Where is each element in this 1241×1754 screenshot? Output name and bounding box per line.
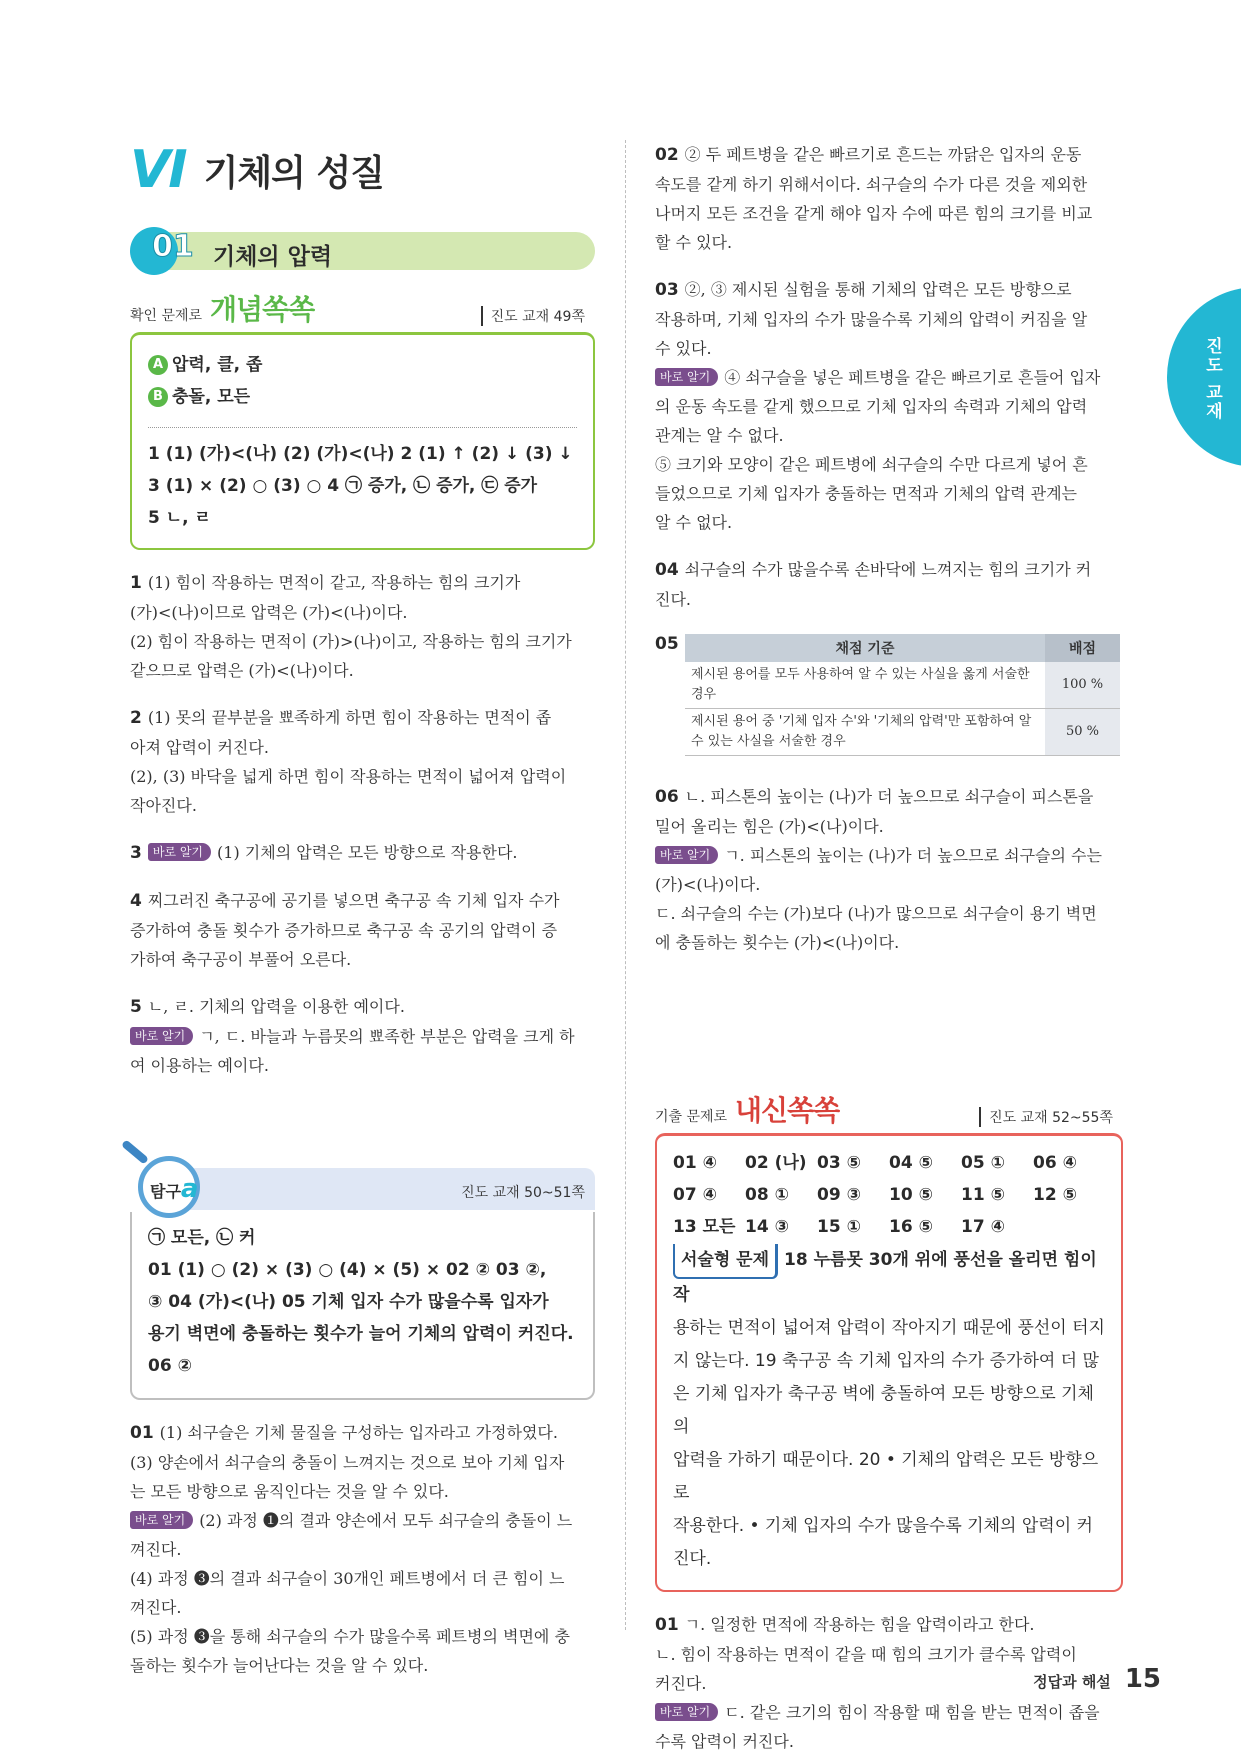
explore-explanation-01: 01 (1) 쇠구슬은 기체 물질을 구성하는 입자라고 가정하였다. (3) 양손에서 쇠구슬의 충돌이 느껴지는 것으로 보아 기체 입자 는 모든 방향으로 움직인다는 것을 알 수 있다. 바로 알기 (2) 과정 ❶의 결과 양손에서 모두 쇠구슬의 충돌이 느 껴진다. (4) 과정 ❸의 결과 쇠구슬이 30개인 페트병에서 더 큰 힘이 느 껴진다. (5) 과정 ❸을 통해 쇠구슬의 수가 많을수록 페트병의 벽면에 충 돌하는 횟수가 늘어난다는 것을 알 수 있다. [130, 1423, 573, 1675]
answer-item: 17 ④ [961, 1217, 1005, 1237]
left-column [130, 140, 595, 1680]
exam-ref: 진도 교재 52~55쪽 [979, 1107, 1113, 1127]
answer-item: 01 ④ [673, 1153, 717, 1173]
page-footer [1033, 1664, 1161, 1694]
answer-item: 15 ① [817, 1217, 861, 1237]
concept-answer-box [130, 332, 595, 550]
explanation-02: 02 ② 두 페트병을 같은 빠르기로 흔드는 까닭은 입자의 운동 속도를 같게 하기 위해서이다. 쇠구슬의 수가 다른 것을 제외한 나머지 모든 조건을 같게 해야 입자 수에 따른 힘의 크기를 비교 할 수 있다. [655, 145, 1093, 252]
correct-tag: 바로 알기 [655, 1703, 718, 1721]
answer-item: 04 ⑤ [889, 1153, 933, 1173]
concept-answers-line: 5 ㄴ, ㄹ [148, 508, 211, 528]
exam-answer-box [655, 1133, 1123, 1592]
table-header: 배점 [1045, 634, 1120, 662]
explanation-5: 5 ㄴ, ㄹ. 기체의 압력을 이용한 예이다. 바로 알기 ㄱ, ㄷ. 바늘과 누름못의 뾰족한 부분은 압력을 크게 하 여 이용하는 예이다. [130, 997, 575, 1075]
concept-answers-line: 1 (1) (가)<(나) (2) (가)<(나) 2 (1) ↑ (2) ↓ (3) ↓ [148, 444, 573, 464]
concept-b: B 충돌, 모든 [148, 381, 577, 413]
table-header: 채점 기준 [685, 634, 1045, 662]
chapter-number: VI [130, 140, 186, 200]
explanation-3: 3 바로 알기 (1) 기체의 압력은 모든 방향으로 작용한다. [130, 843, 518, 863]
table-row: 제시된 용어 중 '기체 입자 수'와 '기체의 압력'만 포함하여 알 수 있는 사실을 서술한 경우 50 % [685, 709, 1120, 756]
answer-item: 05 ① [961, 1153, 1005, 1173]
scoring-table [685, 634, 1120, 756]
side-tab [1167, 287, 1241, 467]
answer-item: 11 ⑤ [961, 1185, 1005, 1205]
concept-ref: 진도 교재 49쪽 [481, 306, 585, 326]
side-tab-label: 진도 교재 [1202, 337, 1222, 421]
magnifier-handle-icon [121, 1139, 149, 1164]
essay-answers: 서술형 문제 18 누름못 30개 위에 풍선을 올리면 힘이 작 용하는 면적이 넓어져 압력이 작아지기 때문에 풍선이 터지 지 않는다. 19 축구공 속 기체 입자의 수가 증가하여 더 많 은 기체 입자가 축구공 벽에 충돌하여 모든 방향으로 기체의 압력을 가하기 때문이다. 20 • 기체의 압력은 모든 방향으로 작용한다. • 기체 입자의 수가 많을수록 기체의 압력이 커진다. [673, 1244, 1105, 1576]
answer-item: 16 ⑤ [889, 1217, 933, 1237]
answer-item: 14 ③ [745, 1217, 789, 1237]
explanation-1: 1 (1) 힘이 작용하는 면적이 같고, 작용하는 힘의 크기가 (가)<(나)이므로 압력은 (가)<(나)이다. (2) 힘이 작용하는 면적이 (가)>(나)이고, 작용하는 힘의 크기가 같으므로 압력은 (가)<(나)이다. [130, 573, 572, 680]
correct-tag: 바로 알기 [130, 1511, 193, 1529]
column-divider [625, 140, 626, 1630]
right-column [655, 140, 1123, 1754]
scoring-block-05: 05 채점 기준 배점 제시된 용어를 모두 사용하여 알 수 있는 사실을 옳게 서술한 경우 100 % 제시된 용어 중 '기체 입자 수'와 '기체의 압력'만 포함하여 알 수 있는 사실을 서술한 경우 50 % [655, 634, 1123, 756]
correct-tag: 바로 알기 [655, 368, 718, 386]
chapter-title: 기체의 성질 [203, 152, 385, 194]
chapter-heading [130, 140, 595, 200]
answer-item: 13 모든 [673, 1217, 736, 1237]
correct-tag: 바로 알기 [655, 846, 718, 864]
section-title: 기체의 압력 [213, 244, 333, 270]
explore-answer-box: ㉠ 모든, ㉡ 커 01 (1) ○ (2) × (3) ○ (4) × (5) × 02 ② 03 ②, ③ 04 (가)<(나) 05 기체 입자 수가 많을수록 입자가 용기 벽면에 충돌하는 횟수가 늘어 기체의 압력이 커진다. 06 ② [130, 1212, 595, 1400]
answer-item: 06 ④ [1033, 1153, 1077, 1173]
answer-item: 10 ⑤ [889, 1185, 933, 1205]
answer-grid [673, 1150, 1105, 1240]
concept-answers-line: 3 (1) × (2) ○ (3) ○ 4 ㉠ 증가, ㉡ 증가, ㉢ 증가 [148, 476, 538, 496]
answer-item: 09 ③ [817, 1185, 861, 1205]
explanation-06: 06 ㄴ. 피스톤의 높이는 (나)가 더 높으므로 쇠구슬이 피스톤을 밀어 올리는 힘은 (가)<(나)이다. 바로 알기 ㄱ. 피스톤의 높이는 (나)가 더 높으므로 쇠구슬의 수는 (가)<(나)이다. ㄷ. 쇠구슬의 수는 (가)보다 (나)가 많으므로 쇠구슬이 용기 벽면 에 충돌하는 횟수는 (가)<(나)이다. [655, 787, 1102, 952]
essay-tag: 서술형 문제 [673, 1244, 778, 1279]
exam-box-header [655, 1089, 1123, 1133]
concept-small-label: 확인 문제로 [130, 308, 203, 324]
concept-a: A 압력, 클, 좁 [148, 349, 577, 381]
answer-item: 07 ④ [673, 1185, 717, 1205]
correct-tag: 바로 알기 [130, 1027, 193, 1045]
page-number: 15 [1124, 1664, 1161, 1694]
exam-explanation-01: 01 ㄱ. 일정한 면적에 작용하는 힘을 압력이라고 한다. ㄴ. 힘이 작용하는 면적이 같을 때 힘의 크기가 클수록 압력이 커진다. 바로 알기 ㄷ. 같은 크기의 힘이 작용할 때 힘을 받는 면적이 좁을 수록 압력이 커진다. [655, 1615, 1100, 1751]
badge-b: B [148, 387, 168, 407]
concept-box-header [130, 288, 595, 332]
answer-item [1033, 1214, 1105, 1240]
answer-item: 03 ⑤ [817, 1153, 861, 1173]
badge-a: A [148, 355, 168, 375]
explanation-04: 04 쇠구슬의 수가 많을수록 손바닥에 느껴지는 힘의 크기가 커 진다. [655, 560, 1092, 609]
explanation-03: 03 ②, ③ 제시된 실험을 통해 기체의 압력은 모든 방향으로 작용하며, 기체 입자의 수가 많을수록 기체의 압력이 커짐을 알 수 있다. 바로 알기 ④ 쇠구슬을 넣은 페트병을 같은 빠르기로 흔들어 입자 의 운동 속도를 같게 했으므로 기체 입자의 속력과 기체의 압력 관계는 알 수 없다. ⑤ 크기와 모양이 같은 페트병에 쇠구슬의 수만 다르게 넣어 흔 들었으므로 기체 입자가 충돌하는 면적과 기체의 압력 관계는 알 수 없다. [655, 280, 1101, 532]
explore-ref: 진도 교재 50~51쪽 [461, 1185, 585, 1201]
answer-item: 08 ① [745, 1185, 789, 1205]
exam-small-label: 기출 문제로 [655, 1109, 728, 1125]
answer-item: 12 ⑤ [1033, 1185, 1077, 1205]
table-row: 제시된 용어를 모두 사용하여 알 수 있는 사실을 옳게 서술한 경우 100 % [685, 662, 1120, 709]
answer-item: 02 (나) [745, 1153, 807, 1173]
concept-big-label: 개념쏙쏙 [210, 293, 315, 326]
section-number: 01 [152, 229, 194, 264]
exam-big-label: 내신쏙쏙 [735, 1094, 840, 1127]
explanation-4: 4 찌그러진 축구공에 공기를 넣으면 축구공 속 기체 입자 수가 증가하여 충돌 횟수가 증가하므로 축구공 속 공기의 압력이 증 가하여 축구공이 부풀어 오른다. [130, 891, 560, 969]
correct-tag: 바로 알기 [148, 843, 211, 861]
explore-header [130, 1156, 595, 1212]
explanation-2: 2 (1) 못의 끝부분을 뾰족하게 하면 힘이 작용하는 면적이 좁 아져 압력이 커진다. (2), (3) 바닥을 넓게 하면 힘이 작용하는 면적이 넓어져 압력이 작아진다. [130, 708, 567, 815]
section-heading [130, 230, 595, 272]
dotted-divider [148, 427, 577, 428]
footer-title: 정답과 해설 [1033, 1673, 1111, 1691]
explore-label: 탐구a [150, 1174, 199, 1204]
